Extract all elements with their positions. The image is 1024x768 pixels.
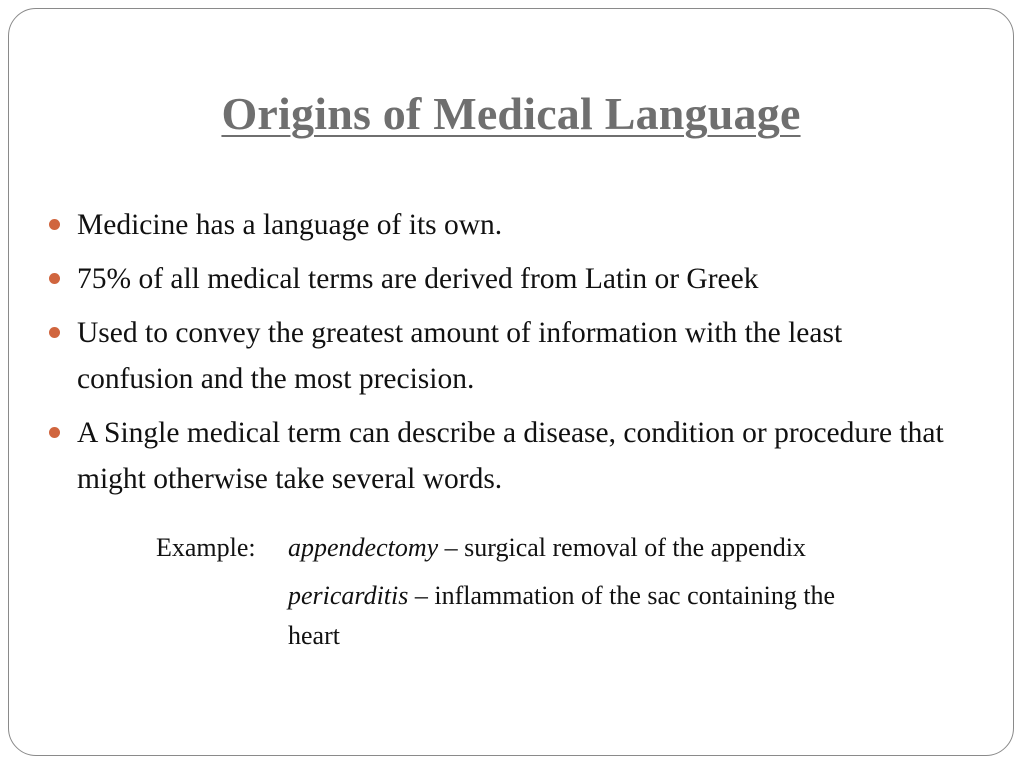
- bullet-dot-icon: [49, 273, 60, 284]
- bullet-list: [49, 202, 949, 510]
- bullet-dot-icon: [49, 427, 60, 438]
- bullet-text: A Single medical term can describe a disease, condition or procedure that might otherwise take several words.: [77, 417, 944, 495]
- example-item-appendectomy: [288, 528, 806, 568]
- slide-frame: [8, 8, 1014, 756]
- bullet-dot-icon: [49, 219, 60, 230]
- slide-title: Origins of Medical Language: [221, 88, 801, 139]
- example-item-pericarditis: [288, 576, 878, 656]
- bullet-item: [49, 410, 949, 502]
- bullet-item: [49, 256, 949, 302]
- bullet-text: Used to convey the greatest amount of information with the least confusion and the most precision.: [77, 317, 843, 395]
- example-label: Example:: [156, 533, 256, 562]
- example-definition: – inflammation of the sac containing the heart: [288, 581, 836, 650]
- bullet-dot-icon: [49, 327, 60, 338]
- example-term: pericarditis: [288, 581, 409, 610]
- bullet-text: Medicine has a language of its own.: [77, 209, 503, 241]
- example-term: appendectomy: [288, 533, 439, 562]
- bullet-item: [49, 202, 949, 248]
- example-definition: – surgical removal of the appendix: [438, 533, 806, 562]
- bullet-text: 75% of all medical terms are derived from Latin or Greek: [77, 263, 759, 295]
- bullet-item: [49, 310, 949, 402]
